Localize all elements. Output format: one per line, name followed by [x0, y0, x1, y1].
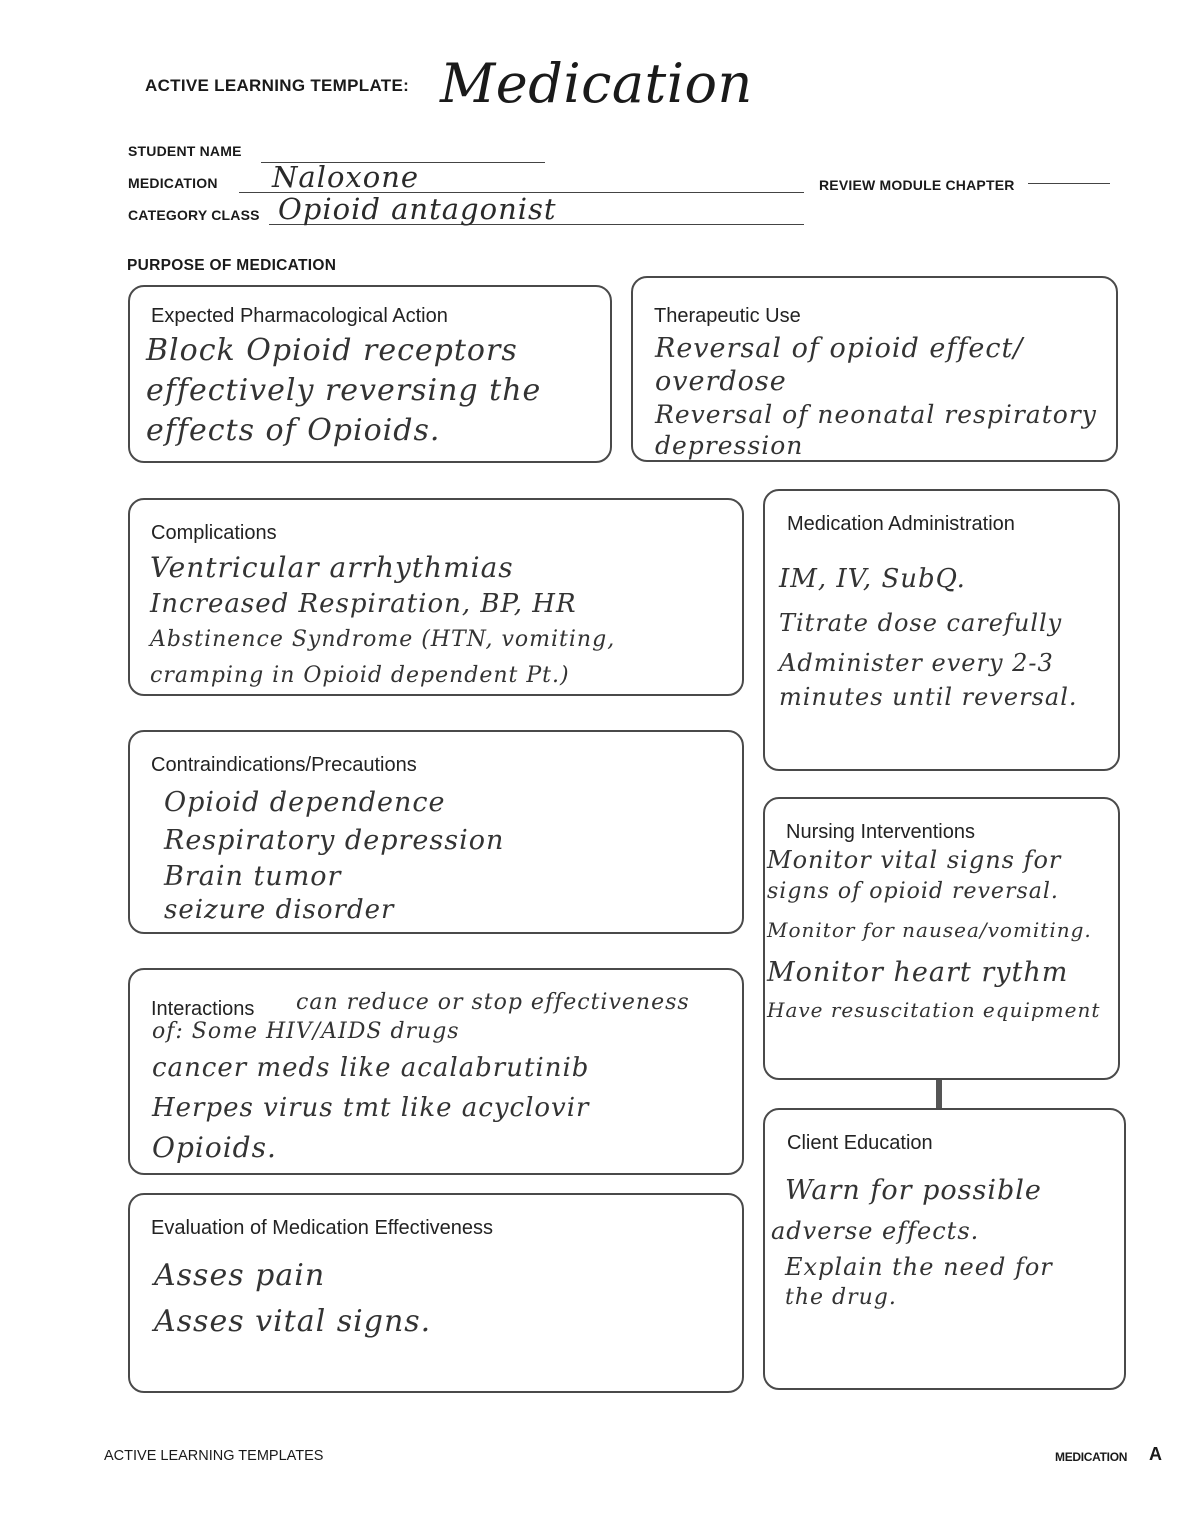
category-class-label: CATEGORY CLASS — [128, 207, 260, 223]
interactions-title: Interactions — [151, 998, 255, 1020]
expected-action-text — [146, 331, 541, 451]
therapeutic-use-line: depression — [655, 431, 804, 460]
student-name-label: STUDENT NAME — [128, 143, 242, 159]
evaluation-line: Asses vital signs. — [154, 1304, 432, 1339]
contraindications-line: Respiratory depression — [164, 825, 505, 856]
client-education-line: Warn for possible — [785, 1175, 1042, 1206]
complications-line: cramping in Opioid dependent Pt.) — [150, 663, 570, 688]
contraindications-line: Brain tumor — [164, 861, 342, 892]
expected-action-line: effects of Opioids. — [146, 413, 441, 448]
contraindications-line: seizure disorder — [164, 895, 395, 925]
expected-action-line: effectively reversing the — [146, 373, 542, 408]
med-admin-line: IM, IV, SubQ. — [779, 564, 966, 594]
contraindications-text — [164, 784, 504, 926]
complications-title: Complications — [151, 522, 277, 544]
medication-value: Naloxone — [272, 160, 420, 194]
medication-label: MEDICATION — [128, 175, 218, 191]
therapeutic-use-line: overdose — [655, 366, 787, 397]
client-education-line: Explain the need for — [785, 1253, 1053, 1281]
interactions-line: of: Some HIV/AIDS drugs — [152, 1019, 460, 1044]
client-education-title: Client Education — [787, 1132, 933, 1154]
complications-line: Abstinence Syndrome (HTN, vomiting, — [150, 627, 616, 652]
footer-right-label: MEDICATION — [1055, 1450, 1128, 1464]
interactions-first-line: can reduce or stop effectiveness — [296, 990, 690, 1015]
interactions-box — [128, 968, 744, 1175]
med-admin-line: Administer every 2-3 — [779, 649, 1054, 677]
contraindications-title: Contraindications/Precautions — [151, 754, 417, 776]
nursing-title: Nursing Interventions — [786, 821, 975, 843]
therapeutic-use-title: Therapeutic Use — [654, 305, 801, 327]
med-admin-text — [779, 557, 1078, 713]
therapeutic-use-line: Reversal of neonatal respiratory — [655, 400, 1097, 429]
review-module-line — [1028, 183, 1110, 184]
med-admin-title: Medication Administration — [787, 513, 1015, 535]
contraindications-box — [128, 730, 744, 934]
template-title: Medication — [440, 52, 753, 115]
review-module-label: REVIEW MODULE CHAPTER — [819, 177, 1015, 193]
med-admin-line: minutes until reversal. — [779, 683, 1078, 711]
nursing-line: signs of opioid reversal. — [767, 879, 1059, 904]
expected-action-title: Expected Pharmacological Action — [151, 305, 448, 327]
evaluation-title: Evaluation of Medication Effectiveness — [151, 1217, 494, 1239]
box-connector — [936, 1080, 942, 1110]
nursing-line: Monitor heart rythm — [767, 957, 1069, 988]
interactions-first-line-wrap — [296, 988, 690, 1018]
client-education-line: adverse effects. — [771, 1217, 980, 1245]
interactions-line: Herpes virus tmt like acyclovir — [152, 1093, 590, 1123]
evaluation-line: Asses pain — [154, 1258, 326, 1293]
nursing-text — [767, 845, 1100, 1025]
interactions-text — [152, 1016, 589, 1168]
complications-box — [128, 498, 744, 696]
client-education-box — [763, 1108, 1126, 1390]
med-admin-line: Titrate dose carefully — [779, 609, 1063, 637]
complications-line: Increased Respiration, BP, HR — [150, 589, 577, 619]
expected-action-box — [128, 285, 612, 463]
nursing-line: Monitor for nausea/vomiting. — [767, 918, 1092, 942]
complications-text — [150, 550, 615, 694]
interactions-line: Opioids. — [152, 1131, 277, 1164]
nursing-box — [763, 797, 1120, 1080]
evaluation-text — [154, 1253, 431, 1345]
med-admin-box — [763, 489, 1120, 771]
complications-line: Ventricular arrhythmias — [150, 551, 514, 584]
footer-left-label: ACTIVE LEARNING TEMPLATES — [104, 1448, 324, 1464]
evaluation-box — [128, 1193, 744, 1393]
interactions-line: cancer meds like acalabrutinib — [152, 1053, 590, 1083]
category-class-value: Opioid antagonist — [278, 192, 557, 226]
client-education-line: the drug. — [785, 1285, 897, 1310]
nursing-line: Monitor vital signs for — [767, 846, 1062, 874]
therapeutic-use-text — [655, 332, 1097, 461]
expected-action-line: Block Opioid receptors — [146, 333, 518, 368]
purpose-heading: PURPOSE OF MEDICATION — [127, 257, 337, 274]
nursing-line: Have resuscitation equipment — [767, 998, 1101, 1022]
contraindications-line: Opioid dependence — [164, 787, 446, 818]
footer-logo: A — [1149, 1444, 1162, 1464]
template-label: ACTIVE LEARNING TEMPLATE: — [145, 76, 410, 95]
therapeutic-use-line: Reversal of opioid effect/ — [655, 333, 1024, 364]
client-education-text — [771, 1170, 1053, 1312]
therapeutic-use-box — [631, 276, 1118, 462]
